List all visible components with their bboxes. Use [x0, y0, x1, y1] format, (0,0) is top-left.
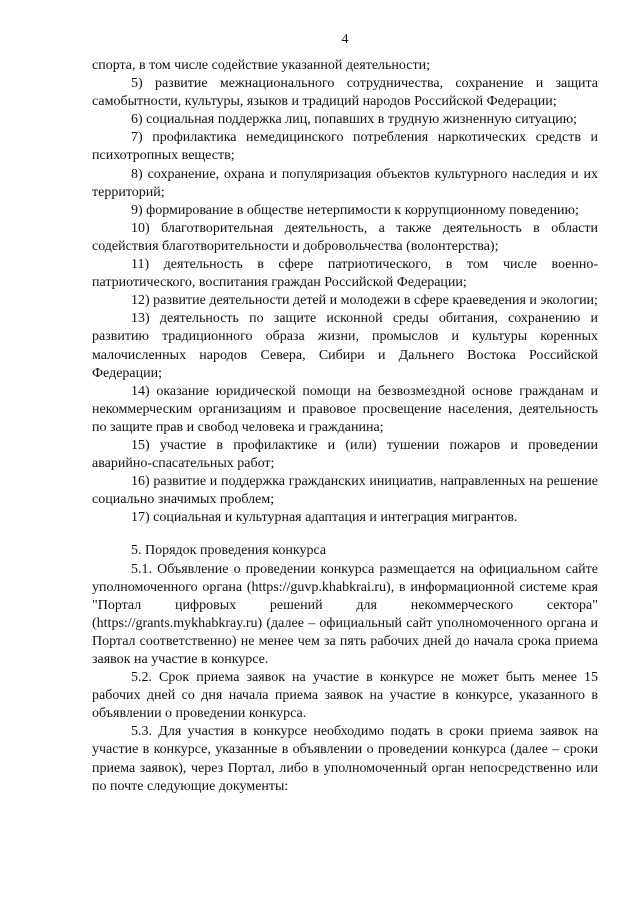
document-page	[92, 32, 598, 796]
list-item: 8) сохранение, охрана и популяризация объектов культурного наследия и их территорий;	[92, 166, 598, 200]
section-paragraph: 5.1. Объявление о проведении конкурса размещается на официальном сайте уполномоченного органа (https://guvp.khabkrai.ru), в информационной системе края "Портал цифровых решений для некоммерческого сектора" (https://grants.mykhabkray.ru) (далее – официальный сайт уполномоченного органа и Портал соответственно) не менее чем за пять рабочих дней до начала срока приема заявок на участие в конкурсе.	[92, 561, 598, 667]
list-item: 15) участие в профилактике и (или) тушении пожаров и проведении аварийно-спасательных работ;	[92, 437, 598, 472]
list-item: 12) развитие деятельности детей и молодежи в сфере краеведения и экологии;	[131, 293, 598, 309]
list-item: 17) социальная и культурная адаптация и интеграция мигрантов.	[131, 510, 518, 526]
section-heading: 5. Порядок проведения конкурса	[131, 543, 327, 559]
list-item: 11) деятельность в сфере патриотического, в том числе военно-патриотического, воспитания граждан Российской Федерации;	[92, 257, 598, 291]
list-item: 9) формирование в обществе нетерпимости к коррупционному поведению;	[131, 202, 579, 218]
list-item: 7) профилактика немедицинского потребления наркотических средств и психотропных веществ;	[92, 130, 598, 164]
section-body	[92, 561, 598, 796]
list-item: спорта, в том числе содействие указанной деятельности;	[92, 58, 430, 73]
page-number: 4	[341, 32, 349, 47]
list-item: 5) развитие межнационального сотрудничества, сохранение и защита самобытности, культуры, языков и традиций народов Российской Федерации;	[92, 76, 598, 110]
list-item: 10) благотворительная деятельность, а также деятельность в области содействия благотворительности и добровольчества (волонтерства);	[92, 220, 598, 254]
list-item: 6) социальная поддержка лиц, попавших в трудную жизненную ситуацию;	[131, 112, 578, 128]
list-item: 16) развитие и поддержка гражданских инициатив, направленных на решение социально значимых проблем;	[92, 474, 598, 508]
list-block	[92, 57, 598, 527]
section-paragraph: 5.2. Срок приема заявок на участие в конкурсе не может быть менее 15 рабочих дней со дня начала приема заявок на участие в конкурсе, указанного в объявлении о проведении конкурса.	[92, 670, 598, 722]
section-paragraph: 5.3. Для участия в конкурсе необходимо подать в сроки приема заявок на участие в конкурсе, указанные в объявлении о проведении конкурса (далее – сроки приема заявок), через Портал, либо в уполномоченный орган непосредственно или по почте следующие документы:	[92, 724, 598, 794]
list-item: 13) деятельность по защите исконной среды обитания, сохранению и развитию традиционного образа жизни, промыслов и культуры коренных малочисленных народов Севера, Сибири и Дальнего Востока Российской Федерации;	[92, 311, 598, 381]
list-item: 14) оказание юридической помощи на безвозмездной основе гражданам и некоммерческим организациям и правовое просвещение населения, деятельность по защите прав и свобод человека и гражданина;	[92, 383, 598, 435]
